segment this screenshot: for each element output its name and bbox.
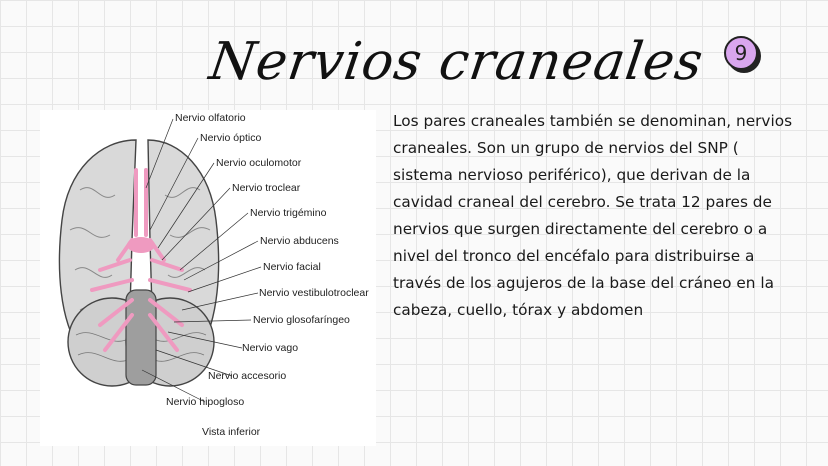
label-troclear: Nervio troclear [232, 182, 301, 194]
brainstem [126, 290, 156, 385]
label-trigemino: Nervio trigémino [250, 207, 327, 219]
figure-caption: Vista inferior [202, 426, 261, 438]
brain-figure [40, 110, 376, 446]
label-optico: Nervio óptico [200, 132, 262, 144]
label-accesorio: Nervio accesorio [208, 370, 287, 382]
label-vestibulotroclear: Nervio vestibulotroclear [259, 287, 369, 299]
label-facial: Nervio facial [263, 261, 321, 273]
label-olfatorio: Nervio olfatorio [175, 112, 246, 124]
body-paragraph: Los pares craneales también se denominan, nervios craneales. Son un grupo de nervios del SNP ( sistema nervioso periférico), que derivan de la cavidad craneal del cerebro. Se trata 12 pares de nervios que surgen directamente del cerebro o a nivel del tronco del encéfalo para distribuirse a través de los agujeros de la base del cráneo en la cabeza, cuello, tórax y abdomen [393, 112, 793, 319]
label-oculomotor: Nervio oculomotor [216, 157, 302, 169]
label-glosofaringeo: Nervio glosofaríngeo [253, 314, 350, 326]
label-vago: Nervio vago [242, 342, 299, 354]
label-abducens: Nervio abducens [260, 235, 339, 247]
label-hipogloso: Nervio hipogloso [166, 396, 245, 408]
page-title: Nervios craneales [205, 32, 708, 92]
page-number-badge: 9 [724, 36, 758, 70]
